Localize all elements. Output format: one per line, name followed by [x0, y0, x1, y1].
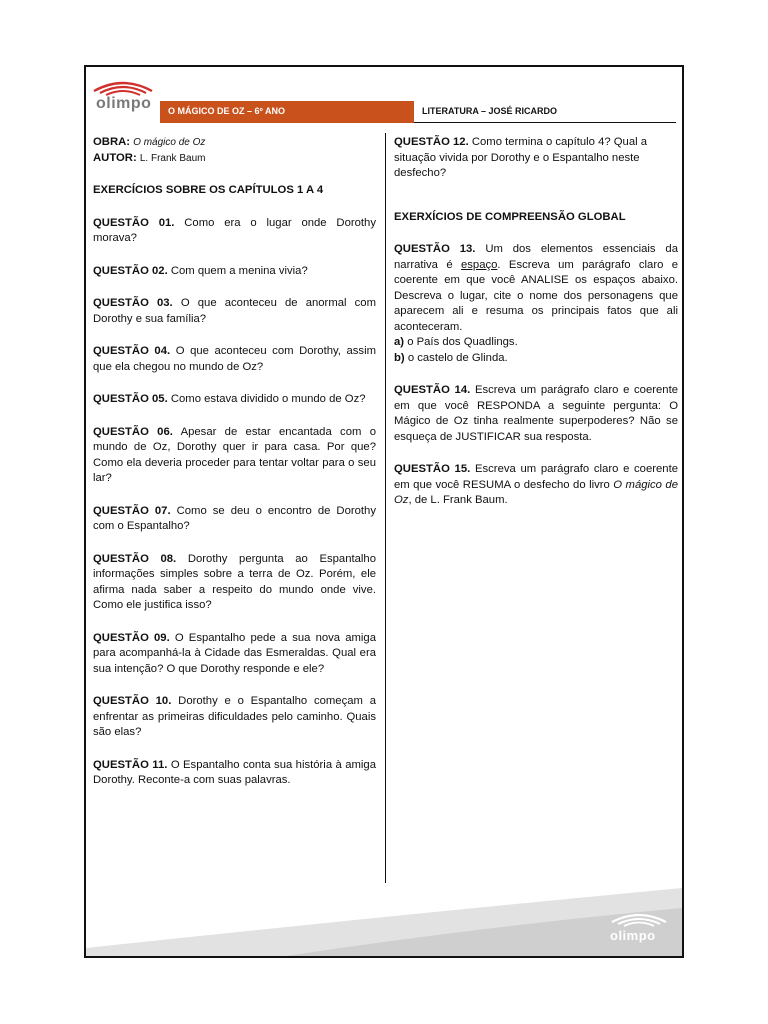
section-heading-chapters: EXERCÍCIOS SOBRE OS CAPÍTULOS 1 A 4: [93, 184, 324, 196]
question-number: QUESTÃO 03.: [93, 297, 173, 309]
question-item: [394, 135, 678, 182]
question-item: [93, 264, 376, 280]
question-number: QUESTÃO 07.: [93, 504, 171, 517]
question-number: QUESTÃO 04.: [93, 345, 171, 357]
sub-item-text: o castelo de Glinda.: [407, 351, 508, 364]
question-item: [93, 425, 376, 487]
left-column: [93, 135, 376, 806]
question-text: Um dos elementos essenciais da narrativa é: [394, 243, 678, 271]
obra-label: OBRA:: [93, 136, 131, 148]
olimpo-logo-footer: [604, 906, 674, 950]
sub-item-label: a): [394, 336, 405, 348]
column-divider: [385, 133, 386, 883]
right-column: [394, 135, 678, 526]
sub-item: [394, 335, 678, 351]
question-text: Como termina o capítulo 4? Qual a situação vivida por Dorothy e o Espantalho neste desfecho?: [394, 136, 648, 179]
question-text: Dorothy pergunta ao Espantalho informações simples sobre a terra de Oz. Porém, ele afirma nada saber a respeito do mundo onde vive. Como ele justifica isso?: [93, 552, 376, 611]
header-rule: [414, 122, 676, 123]
logo-arcs-icon: [604, 906, 674, 928]
question-item: [93, 694, 376, 741]
autor-value: L. Frank Baum: [139, 152, 206, 164]
question-number: QUESTÃO 02.: [93, 264, 168, 277]
question-text: Escreva um parágrafo claro e coerente em que você RESUMA o desfecho do livro: [394, 463, 678, 491]
question-number: QUESTÃO 13.: [394, 243, 476, 255]
autor-label: AUTOR:: [93, 151, 137, 164]
question-text-cont: , de L. Frank Baum.: [408, 494, 508, 506]
page-title: O MÁGICO DE OZ – 6º ANO: [168, 106, 285, 116]
obra-value: O mágico de Oz: [133, 137, 206, 148]
subject-label: LITERATURA – JOSÉ RICARDO: [422, 106, 558, 116]
question-text: O que aconteceu com Dorothy, assim que ela chegou no mundo de Oz?: [93, 345, 376, 373]
question-text: O Espantalho pede a sua nova amiga para acompanhá-la à Cidade das Esmeraldas. Qual era sua intenção? O que Dorothy responde e ele?: [93, 631, 376, 675]
logo-text: olimpo: [96, 95, 152, 112]
question-text: Como estava dividido o mundo de Oz?: [170, 393, 366, 405]
question-text-cont: . Escreva um parágrafo claro e coerente em que você ANALISE os espaços abaixo. Descreva o lugar, cite o nome dos personagens que aparecem ali e resuma os principais fatos que ali aconteceram.: [394, 258, 679, 333]
question-item: [394, 242, 678, 366]
question-number: QUESTÃO 15.: [394, 463, 471, 475]
question-item: [93, 504, 376, 535]
question-item: [93, 631, 376, 678]
question-number: QUESTÃO 01.: [93, 216, 175, 229]
question-text: Como se deu o encontro de Dorothy com o Espantalho?: [93, 504, 376, 532]
question-number: QUESTÃO 14.: [394, 384, 471, 396]
question-number: QUESTÃO 11.: [93, 758, 168, 771]
question-item: [93, 216, 376, 247]
question-number: QUESTÃO 10.: [93, 695, 172, 707]
question-text: O que aconteceu de anormal com Dorothy e sua família?: [93, 297, 376, 325]
question-item: [93, 296, 376, 327]
question-text: Apesar de estar encantada com o mundo de Oz, Dorothy quer ir para casa. Por que? Como ela deveria proceder para tentar voltar para o seu lar?: [93, 425, 376, 484]
question-number: QUESTÃO 08.: [93, 552, 177, 565]
question-text: O Espantalho conta sua história à amiga Dorothy. Reconte-a com suas palavras.: [93, 758, 377, 786]
question-number: QUESTÃO 05.: [93, 393, 168, 405]
question-item: [394, 383, 678, 445]
section-heading-global: EXERXÍCIOS DE COMPREENSÃO GLOBAL: [394, 210, 626, 223]
question-number: QUESTÃO 06.: [93, 425, 173, 438]
olimpo-logo: [88, 77, 158, 127]
question-text: Como era o lugar onde Dorothy morava?: [93, 216, 376, 244]
question-item: [93, 344, 376, 375]
question-text: Escreva um parágrafo claro e coerente em que você RESPONDA a seguinte pergunta: O Mágico de Oz tinha realmente superpoderes? Não se esqueça de JUSTIFICAR sua resposta.: [394, 384, 678, 443]
footer-swoosh: [86, 886, 682, 956]
sub-item-text: o País dos Quadlings.: [407, 336, 518, 348]
question-number: QUESTÃO 09.: [93, 631, 170, 644]
question-item: [93, 758, 376, 789]
underlined-term: espaço: [460, 258, 498, 271]
header-band: [160, 101, 414, 123]
sub-item-label: b): [394, 351, 405, 364]
sub-item: [394, 351, 678, 367]
question-number: QUESTÃO 12.: [394, 136, 469, 148]
question-item: [93, 552, 376, 614]
question-text: Com quem a menina vivia?: [170, 264, 308, 277]
question-text: Dorothy e o Espantalho começam a enfrentar as primeiras dificuldades pelo caminho. Quais são elas?: [93, 695, 376, 738]
book-title: O mágico de Oz: [394, 478, 678, 506]
question-item: [394, 462, 678, 509]
work-info: [93, 135, 376, 166]
question-item: [93, 392, 376, 408]
footer-logo-text: olimpo: [610, 928, 656, 943]
worksheet-page: [84, 65, 684, 958]
